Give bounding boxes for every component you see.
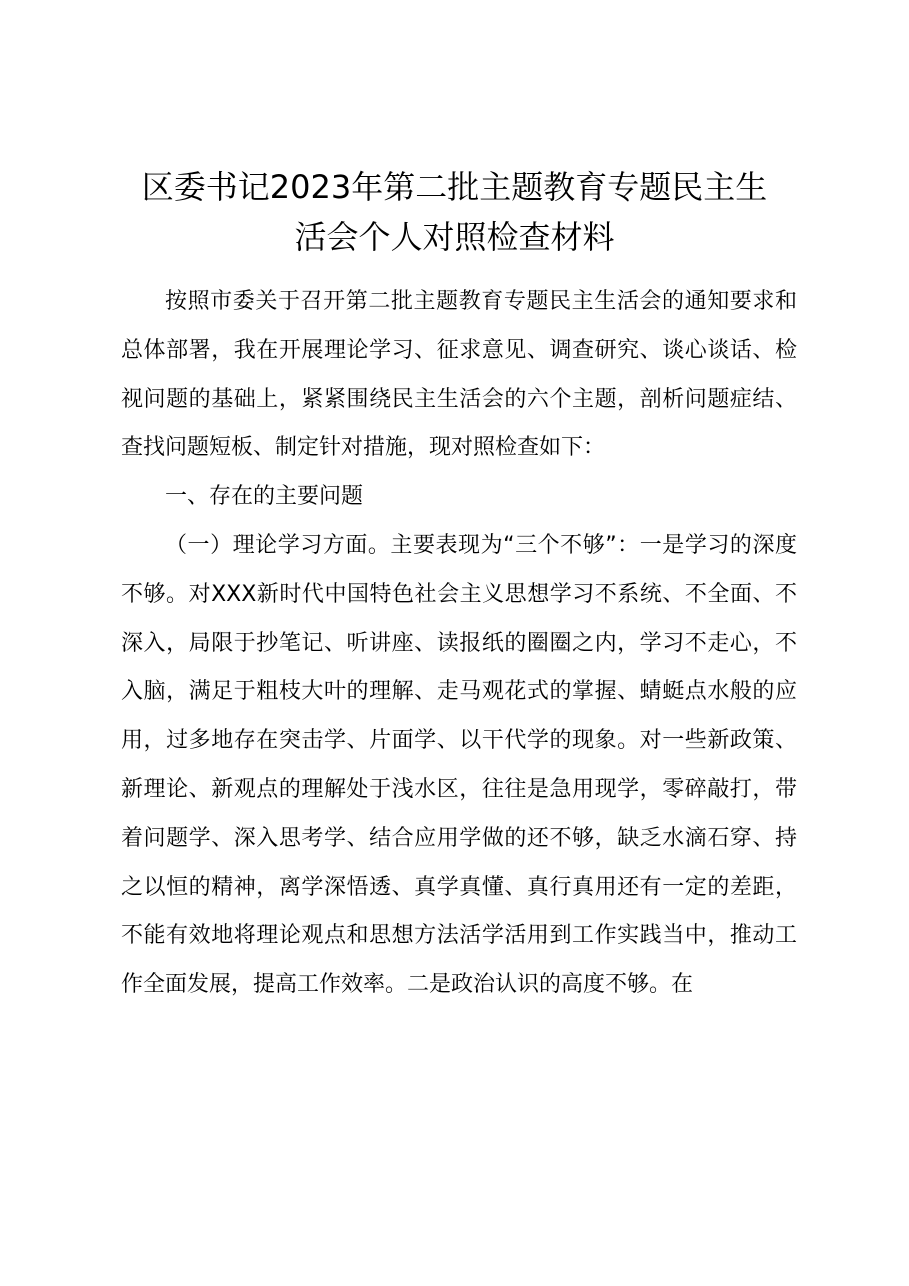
document-title bbox=[110, 162, 799, 262]
document-title-line-1: 区委书记2023年第二批主题教育专题民主生 bbox=[141, 168, 768, 206]
section-heading-1: 一、存在的主要问题 bbox=[165, 484, 364, 510]
document-title-line-2: 活会个人对照检查材料 bbox=[294, 218, 615, 256]
subsection-paragraph-1: （一）理论学习方面。主要表现为“三个不够”：一是学习的深度不够。对XXX新时代中国特色社会主义思想学习不系统、不全面、不深入，局限于抄笔记、听讲座、读报纸的圈圈之内，学习不走心，不入脑，满足于粗枝大叶的理解、走马观花式的掌握、蜻蜓点水般的应用，过多地存在突击学、片面学、以干代学的现象。对一些新政策、新理论、新观点的理解处于浅水区，往往是急用现学，零碎敲打，带着问题学、深入思考学、结合应用学做的还不够，缺乏水滴石穿、持之以恒的精神，离学深悟透、真学真懂、真行真用还有一定的差距，不能有效地将理论观点和思想方法活学活用到工作实践当中，推动工作全面发展，提高工作效率。二是政治认识的高度不够。在 bbox=[121, 532, 797, 998]
intro-paragraph: 按照市委关于召开第二批主题教育专题民主生活会的通知要求和总体部署，我在开展理论学习、征求意见、调查研究、谈心谈话、检视问题的基础上，紧紧围绕民主生活会的六个主题，剖析问题症结、查找问题短板、制定针对措施，现对照检查如下： bbox=[121, 289, 797, 461]
document-body bbox=[121, 278, 797, 1010]
